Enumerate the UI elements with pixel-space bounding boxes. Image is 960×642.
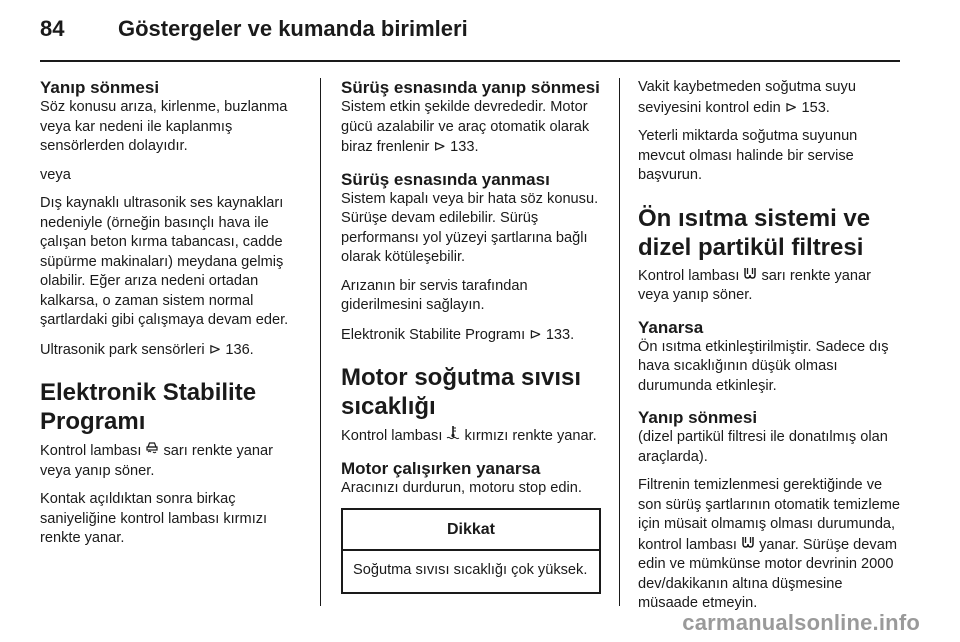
text: sarı renkte yanar veya yanıp söner. (638, 267, 872, 303)
text: 153. (797, 99, 830, 116)
paragraph: (dizel partikül filtresi ile donatılmış olan araçlarda). (638, 429, 888, 465)
section-heading: Yanarsa (638, 317, 704, 337)
paragraph: veya (40, 166, 71, 183)
paragraph: Yeterli miktarda soğutma suyunun mevcut olması halinde bir servise başvurun. (638, 128, 858, 183)
warning-title: Dikkat (343, 510, 599, 551)
text: Filtrenin temizlenmesi gerektiğinde ve son sürüş şartlarının otomatik temizleme için müsait olmamış olması durumunda, kontrol lambası (638, 477, 900, 553)
paragraph: Sistem kapalı veya bir hata söz konusu. Sürüşe devam edilebilir. Sürüş performansı yol yüzeyi şartlarına bağlı olarak kötüleşebilir. (341, 190, 599, 265)
section-heading: Yanıp sönmesi (40, 78, 160, 97)
column-divider (320, 78, 321, 606)
column-1 (40, 78, 302, 558)
page-number: 84 (40, 16, 65, 41)
glow-plug-coil-icon (743, 266, 757, 286)
paragraph: Söz konusu arıza, kirlenme, buzlanma veya kar nedeni ile kaplanmış sensörlerden dolayıdır. (40, 99, 288, 154)
paragraph (638, 78, 902, 118)
section-title: Ön ısıtma sistemi ve dizel partikül filtresi (638, 204, 871, 261)
paragraph (341, 425, 603, 447)
paragraph (40, 440, 302, 481)
page-reference-arrow-icon: ⊳ (529, 325, 542, 343)
text: Ultrasonik park sensörleri (40, 341, 209, 358)
esp-skid-car-icon (145, 440, 159, 461)
paragraph: Ön ısıtma etkinleştirilmiştir. Sadece dış hava sıcaklığının düşük olması durumunda etkinleşir. (638, 338, 889, 394)
paragraph: Aracınızı durdurun, motoru stop edin. (341, 479, 582, 496)
section-title: Elektronik Stabilite Programı (40, 379, 257, 435)
page-header (40, 16, 920, 42)
text: 133. (446, 139, 479, 155)
paragraph (341, 325, 603, 346)
section-title: Motor soğutma sıvısı sıcaklığı (341, 364, 582, 420)
watermark: carmanualsonline.info (682, 610, 920, 635)
section-heading: Sürüş esnasında yanması (341, 169, 550, 189)
text: Sistem etkin şekilde devrededir. Motor gücü azalabilir ve araç otomatik olarak biraz frenlenir (341, 99, 590, 155)
warning-body: Soğutma sıvısı sıcaklığı çok yüksek. (353, 561, 588, 578)
column-2 (341, 78, 603, 594)
paragraph: Arızanın bir servis tarafından giderilmesini sağlayın. (341, 277, 528, 313)
text: sarı renkte yanar veya yanıp söner. (40, 443, 274, 479)
glow-plug-coil-icon (741, 535, 755, 555)
section-heading: Motor çalışırken yanarsa (341, 458, 541, 478)
paragraph (341, 98, 603, 158)
paragraph (638, 266, 902, 306)
paragraph: Dış kaynaklı ultrasonik ses kaynakları nedeniyle (örneğin basınçlı hava ile çalışan beton kırma tabancası, cadde süpürme makinaları) meydana gelmiş olabilir. Eğer arıza nedeni ortadan kalkarsa, o zaman sistem normal şartlardaki gibi çalışmaya devam eder. (40, 195, 289, 328)
paragraph: Kontak açıldıktan sonra birkaç saniyeliğine kontrol lambası kırmızı renkte yanar. (40, 491, 268, 546)
text: Vakit kaybetmeden soğutma suyu seviyesini kontrol edin (638, 79, 856, 116)
text: yanar. Sürüşe devam edin ve mümkünse motor devrinin 2000 dev/dakikanın altına düşmesine müsaade etmeyin. (638, 536, 897, 611)
page-reference-arrow-icon: ⊳ (433, 138, 447, 155)
page-reference-arrow-icon: ⊳ (784, 98, 798, 116)
text: Elektronik Stabilite Programı (341, 326, 530, 343)
page-reference-arrow-icon: ⊳ (208, 340, 222, 358)
text: 133. (541, 326, 575, 343)
section-heading: Yanıp sönmesi (638, 408, 758, 427)
paragraph (638, 476, 902, 614)
column-divider (619, 78, 620, 606)
text: kırmızı renkte yanar. (460, 428, 597, 444)
text: Kontrol lambası (40, 443, 146, 459)
text: 136. (221, 341, 254, 358)
warning-box (341, 508, 601, 594)
text: Kontrol lambası (341, 428, 447, 444)
page-title: Göstergeler ve kumanda birimleri (118, 16, 468, 41)
header-rule (40, 60, 900, 62)
coolant-temperature-icon (446, 425, 460, 446)
column-3 (638, 78, 902, 623)
section-heading: Sürüş esnasında yanıp sönmesi (341, 78, 600, 97)
text: Kontrol lambası (638, 267, 744, 284)
paragraph (40, 340, 302, 361)
